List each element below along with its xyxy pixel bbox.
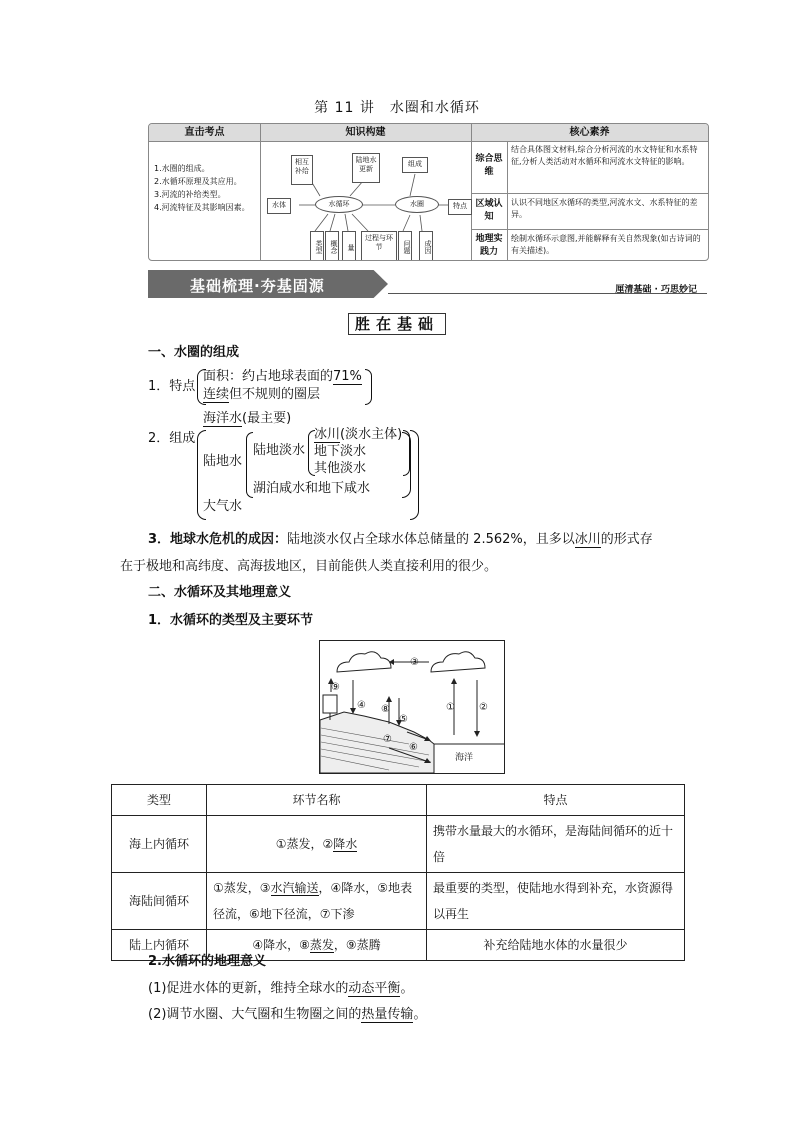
banner-left: 基础梳理·夯基固源 — [190, 277, 325, 295]
node-problem: 问题 — [398, 231, 412, 261]
land-fresh: 陆地淡水 — [253, 443, 306, 458]
svg-text:④: ④ — [357, 700, 366, 711]
svg-text:⑧: ⑧ — [381, 704, 390, 715]
points-list: 1.水圈的组成。 2.水循环原理及其应用。 3.河流的补给类型。 4.河流特征及其影响因素。 — [154, 164, 250, 212]
water-cycle-diagram — [319, 640, 505, 774]
feature-label: 1．特点 — [148, 379, 196, 394]
groundwater: 地下淡水 — [314, 444, 367, 459]
svg-text:⑦: ⑦ — [383, 734, 392, 745]
other-fresh: 其他淡水 — [314, 461, 367, 476]
header-points: 直击考点 — [149, 124, 260, 142]
literacy-name-1: 综合思维 — [475, 154, 503, 177]
node-land-water: 陆地水更新 — [352, 153, 380, 183]
node-type: 类型 — [310, 231, 324, 261]
land-water: 陆地水 — [203, 454, 243, 469]
header-literacy: 核心素养 — [471, 124, 708, 142]
node-hydrosphere: 水圈 — [395, 196, 439, 213]
literacy-desc-1: 结合具体图文材料,综合分析河流的水文特征和水系特征,分析人类活动对水循环和河流水文特征的影响。 — [511, 145, 698, 166]
brace — [365, 369, 372, 405]
crisis-line2: 在于极地和高纬度、高海拔地区，目前能供人类直接利用的很少。 — [120, 559, 498, 574]
overview-table — [148, 123, 709, 261]
literacy-name-2: 区域认知 — [475, 199, 503, 222]
svg-text:海洋: 海洋 — [455, 753, 474, 763]
s1-heading: 一、水圈的组成 — [148, 345, 240, 360]
node-compose: 组成 — [402, 157, 428, 173]
s2-sub1: 1．水循环的类型及主要环节 — [148, 613, 314, 628]
table-row: 陆上内循环 ④降水，⑧蒸发，⑨蒸腾 补充给陆地水体的水量很少 — [112, 930, 685, 961]
meaning-2: (2)调节水圈、大气圈和生物圈之间的热量传输。 — [148, 1007, 427, 1022]
page-title: 第 11 讲 水圈和水循环 — [314, 100, 480, 116]
brace — [410, 430, 419, 520]
table-row: 海上内循环 ①蒸发，②降水 携带水量最大的水循环，是海陆间循环的近十倍 — [112, 816, 685, 873]
ocean-water: 海洋水(最主要) — [203, 411, 292, 426]
cycle-table: 类型 环节名称 特点 海上内循环 ①蒸发，②降水 携带水量最大的水循环，是海陆间循环的近十倍 海陆间循环 ①蒸发，③水汽输送，④降水，⑤地表径流，⑥地下径流，⑦下渗 最重要的类型，使陆地水得到补充，水资源得以再生 陆上内循环 ④降水，⑧蒸发，⑨蒸腾 补充给陆地水体的水量很少 — [111, 784, 685, 961]
banner-right: 厘清基础 · 巧思妙记 — [615, 285, 697, 295]
node-concept: 概念 — [325, 231, 339, 261]
svg-text:⑨: ⑨ — [331, 682, 340, 693]
crisis-line1: 3．地球水危机的成因：陆地淡水仅占全球水体总储量的 2.562%，且多以冰川的形式存 — [148, 532, 653, 547]
compose-label: 2．组成 — [148, 431, 196, 446]
table-row: 海陆间循环 ①蒸发，③水汽输送，④降水，⑤地表径流，⑥地下径流，⑦下渗 最重要的类型，使陆地水得到补充，水资源得以再生 — [112, 873, 685, 930]
svg-text:⑥: ⑥ — [409, 742, 418, 753]
node-problem-small: 量 — [342, 231, 356, 261]
node-feature: 特点 — [448, 199, 472, 215]
meaning-1: (1)促进水体的更新，维持全球水的动态平衡。 — [148, 981, 414, 996]
node-cause: 成因 — [419, 231, 433, 261]
svg-text:②: ② — [479, 702, 488, 713]
air-water: 大气水 — [203, 499, 243, 514]
node-water-cycle: 水循环 — [315, 196, 363, 213]
glacier: 冰川(淡水主体) — [314, 427, 403, 442]
literacy-desc-3: 绘制水循环示意图,并能解释有关自然现象(如古诗词的有关描述)。 — [511, 234, 701, 255]
section-banner — [148, 270, 707, 298]
literacy-name-3: 地理实践力 — [475, 234, 503, 257]
svg-text:①: ① — [446, 702, 455, 713]
feature-continuous: 连续但不规则的圈层 — [203, 387, 321, 402]
lake-salt: 湖泊咸水和地下咸水 — [253, 481, 371, 496]
svg-text:③: ③ — [410, 657, 419, 668]
feature-area: 面积：约占地球表面的71% — [203, 369, 362, 384]
node-process: 过程与环节 — [361, 231, 397, 261]
brace — [246, 432, 253, 498]
header-map: 知识构建 — [260, 124, 471, 142]
s2-heading: 二、水循环及其地理意义 — [148, 585, 292, 600]
node-mutual: 相互补给 — [291, 155, 313, 185]
literacy-list — [471, 141, 708, 260]
subtitle: 胜在基础 — [0, 313, 794, 334]
literacy-desc-2: 认识不同地区水循环的类型,河流水文、水系特征的差异。 — [511, 198, 698, 219]
s2-sub2: 2.水循环的地理意义 — [148, 954, 266, 969]
node-water-body: 水体 — [267, 198, 291, 214]
svg-text:⑤: ⑤ — [399, 714, 408, 725]
